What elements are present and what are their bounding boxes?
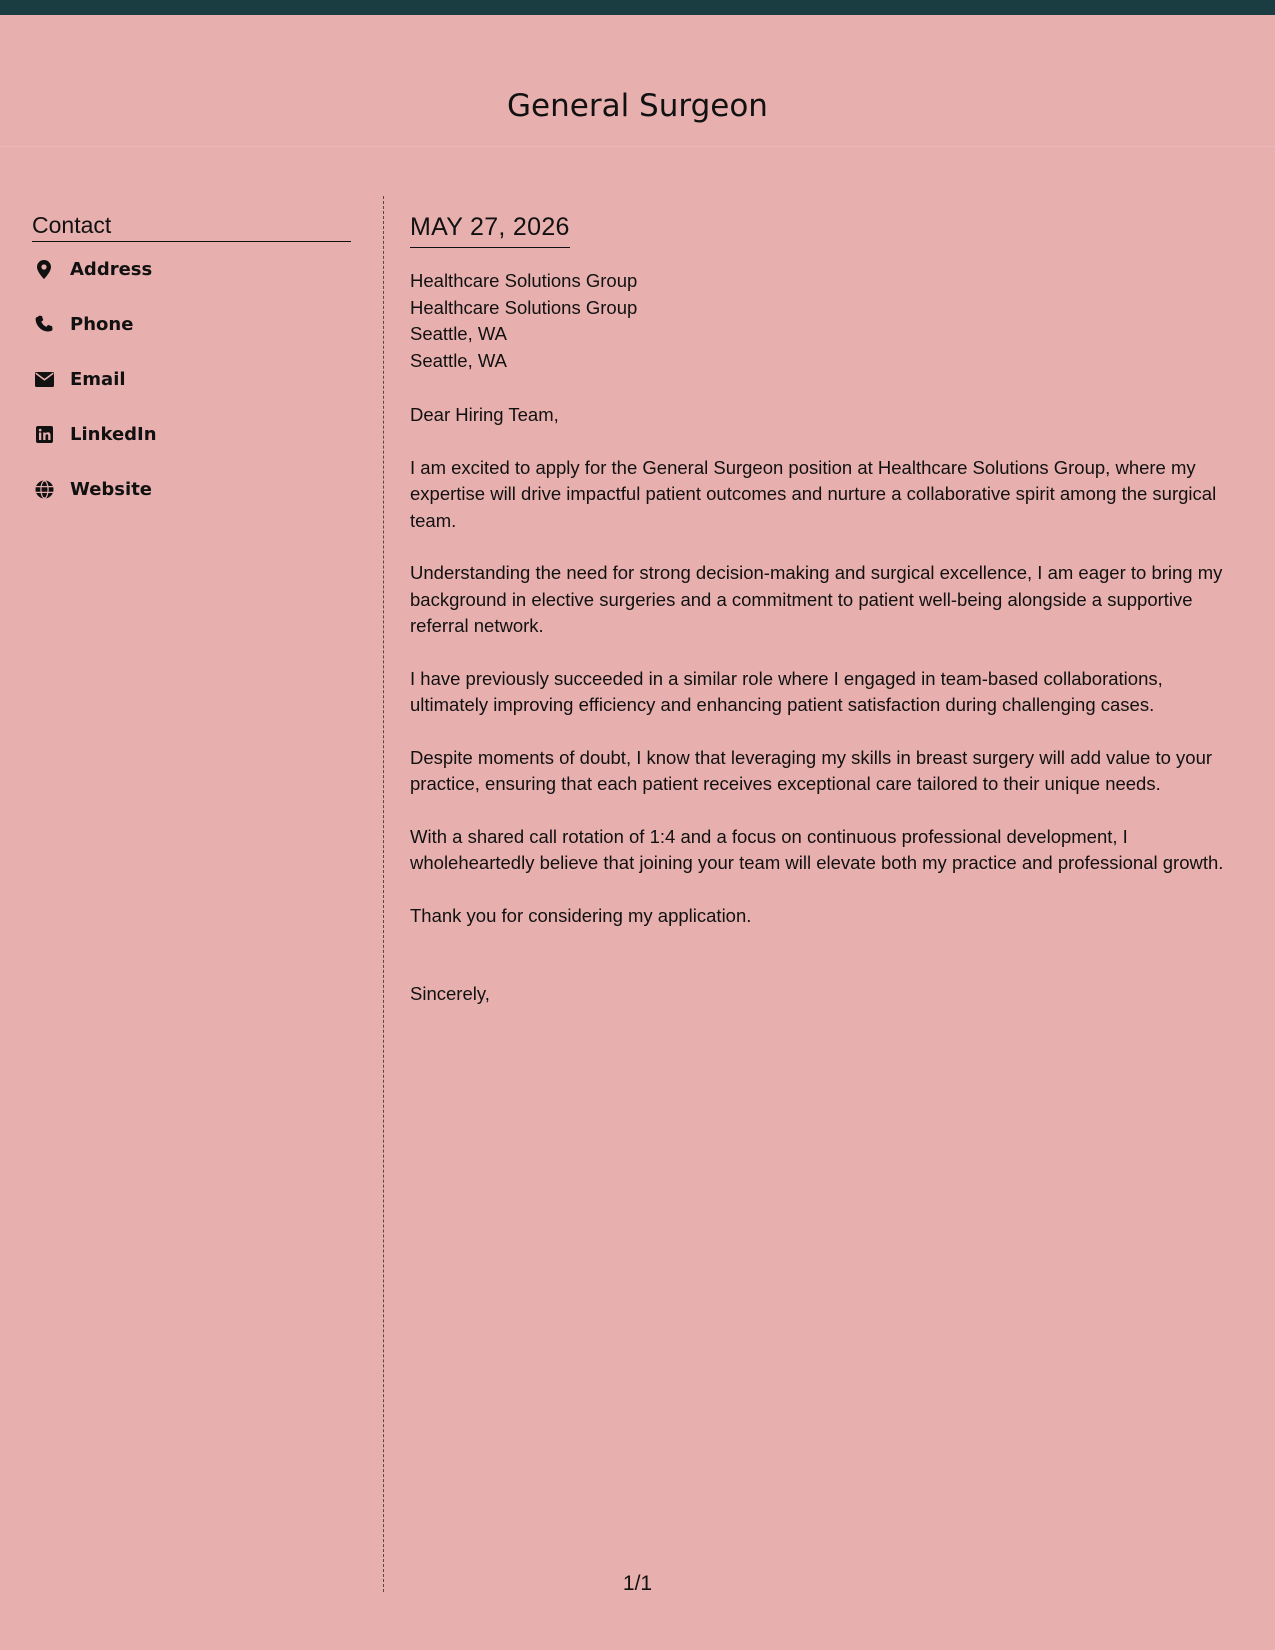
letter-date: MAY 27, 2026 bbox=[410, 212, 570, 248]
recipient-line: Seattle, WA bbox=[410, 323, 507, 344]
contact-item-phone bbox=[32, 295, 351, 353]
letter-paragraph: With a shared call rotation of 1:4 and a focus on continuous professional development, I wholeheartedly believe that joining your team will elevate both my practice and professional growth. bbox=[410, 825, 1224, 873]
letter-closing: Sincerely, bbox=[410, 983, 490, 1004]
contact-item-website bbox=[32, 460, 351, 518]
contact-item-email bbox=[32, 350, 351, 408]
contact-heading: Contact bbox=[32, 212, 351, 242]
envelope-icon bbox=[32, 367, 56, 391]
column-divider bbox=[383, 196, 384, 1592]
map-pin-icon bbox=[32, 257, 56, 281]
header-divider bbox=[0, 146, 1275, 147]
globe-icon bbox=[32, 477, 56, 501]
contact-sidebar bbox=[32, 212, 351, 518]
recipient-line: Seattle, WA bbox=[410, 349, 507, 371]
page-number: 1/1 bbox=[622, 1572, 653, 1595]
phone-icon bbox=[32, 312, 56, 336]
recipient-line: Healthcare Solutions Group bbox=[410, 296, 638, 318]
letter-paragraph: Understanding the need for strong decision-making and surgical excellence, I am eager to bring my background in elective surgeries and a commitment to patient well-being alongside a supportive referral network. bbox=[410, 562, 1223, 636]
linkedin-icon bbox=[32, 422, 56, 446]
contact-item-address bbox=[32, 240, 351, 298]
letter-paragraph: Thank you for considering my application. bbox=[410, 904, 752, 926]
contact-label-phone: Phone bbox=[70, 313, 134, 335]
contact-item-linkedin bbox=[32, 405, 351, 463]
top-accent-bar bbox=[0, 0, 1275, 15]
letter-paragraph: I have previously succeeded in a similar role where I engaged in team-based collaborations, ultimately improving efficiency and enhancing patient satisfaction during challenging cases. bbox=[410, 667, 1163, 715]
letter-paragraph: I am excited to apply for the General Surgeon position at Healthcare Solutions Group, where my expertise will drive impactful patient outcomes and nurture a collaborative spirit among the surgical team. bbox=[410, 456, 1217, 531]
contact-label-website: Website bbox=[70, 478, 153, 500]
contact-list bbox=[32, 240, 351, 518]
contact-label-email: Email bbox=[70, 368, 126, 390]
page-title: General Surgeon bbox=[507, 88, 768, 124]
contact-label-address: Address bbox=[70, 258, 153, 280]
letter-paragraph: Despite moments of doubt, I know that leveraging my skills in breast surgery will add value to your practice, ensuring that each patient receives exceptional care tailored to their unique needs. bbox=[410, 746, 1213, 794]
letter-body bbox=[410, 212, 1245, 1008]
contact-label-linkedin: LinkedIn bbox=[70, 423, 157, 445]
recipient-block bbox=[410, 268, 1245, 374]
salutation: Dear Hiring Team, bbox=[410, 404, 559, 425]
recipient-line: Healthcare Solutions Group bbox=[410, 270, 638, 291]
